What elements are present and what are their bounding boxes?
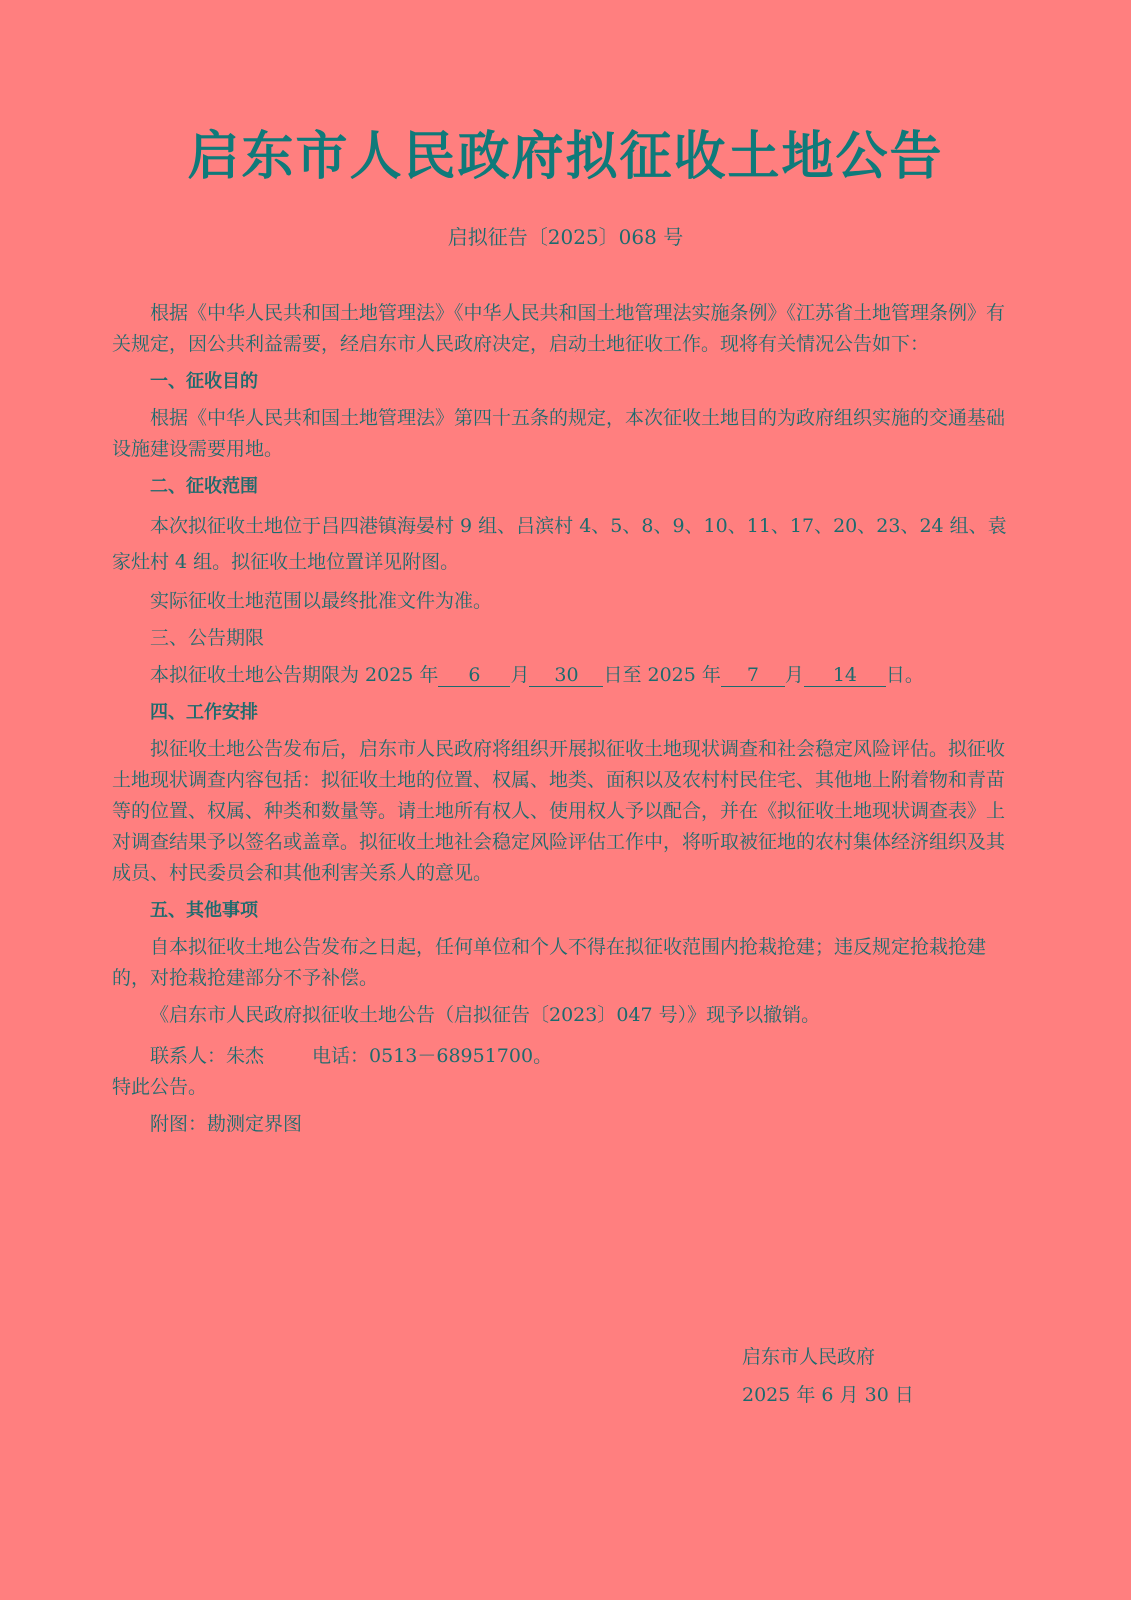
start-month: 6	[438, 664, 510, 687]
section-5-body: 自本拟征收土地公告发布之日起，任何单位和个人不得在拟征收范围内抢栽抢建；违反规定抢栽抢建的，对抢栽抢建部分不予补偿。	[112, 936, 987, 989]
section-3-body	[112, 660, 1022, 691]
section-2-note: 实际征收土地范围以最终批准文件为准。	[150, 590, 493, 612]
period-text-2: 日至 2025 年	[603, 664, 721, 686]
section-4-heading: 四、工作安排	[150, 702, 258, 723]
revocation-statement: 《启东市人民政府拟征收土地公告（启拟征告〔2023〕047 号）》现予以撤销。	[150, 1004, 821, 1026]
issue-date: 2025 年 6 月 30 日	[742, 1384, 914, 1406]
section-3-heading: 三、公告期限	[150, 627, 265, 649]
closing-line: 特此公告。	[112, 1076, 208, 1098]
section-5-heading: 五、其他事项	[150, 900, 258, 921]
contact-line	[112, 1041, 1022, 1072]
section-1-body: 根据《中华人民共和国土地管理法》第四十五条的规定，本次征收土地目的为政府组织实施的交通基础设施建设需要用地。	[112, 407, 1006, 460]
period-text-4: 日。	[885, 664, 924, 686]
section-1-heading: 一、征收目的	[150, 371, 258, 392]
document-number: 启拟征告〔2025〕068 号	[447, 225, 684, 249]
notice-body	[112, 298, 1022, 1140]
signature-block	[742, 1338, 914, 1414]
intro-paragraph: 根据《中华人民共和国土地管理法》《中华人民共和国土地管理法实施条例》《江苏省土地管理条例》有关规定，因公共利益需要，经启东市人民政府决定，启动土地征收工作。现将有关情况公告如下：	[112, 302, 1006, 355]
start-day: 30	[529, 664, 603, 687]
period-text-1: 月	[510, 664, 530, 686]
period-text-3: 月	[784, 664, 804, 686]
period-prefix: 本拟征收土地公告期限为 2025 年	[150, 664, 439, 686]
section-2-body: 本次拟征收土地位于吕四港镇海晏村 9 组、吕滨村 4、5、8、9、10、11、17、20、23、24 组、袁家灶村 4 组。拟征收土地位置详见附图。	[112, 515, 1007, 573]
issuer-name: 启东市人民政府	[742, 1346, 876, 1368]
end-day: 14	[804, 664, 886, 687]
section-4-body: 拟征收土地公告发布后，启东市人民政府将组织开展拟征收土地现状调查和社会稳定风险评估。拟征收土地现状调查内容包括：拟征收土地的位置、权属、地类、面积以及农村村民住宅、其他地上附着物和青苗等的位置、权属、种类和数量等。请土地所有权人、使用权人予以配合，并在《拟征收土地现状调查表》上对调查结果予以签名或盖章。拟征收土地社会稳定风险评估工作中，将听取被征地的农村集体经济组织及其成员、村民委员会和其他利害关系人的意见。	[112, 738, 1006, 884]
contact-phone: 电话：0513－68951700。	[312, 1045, 553, 1067]
attachment-line: 附图：勘测定界图	[150, 1113, 303, 1135]
end-month: 7	[721, 664, 785, 687]
notice-title: 启东市人民政府拟征收土地公告	[187, 127, 944, 187]
contact-person: 联系人：朱杰	[150, 1045, 265, 1067]
section-2-heading: 二、征收范围	[150, 476, 258, 497]
